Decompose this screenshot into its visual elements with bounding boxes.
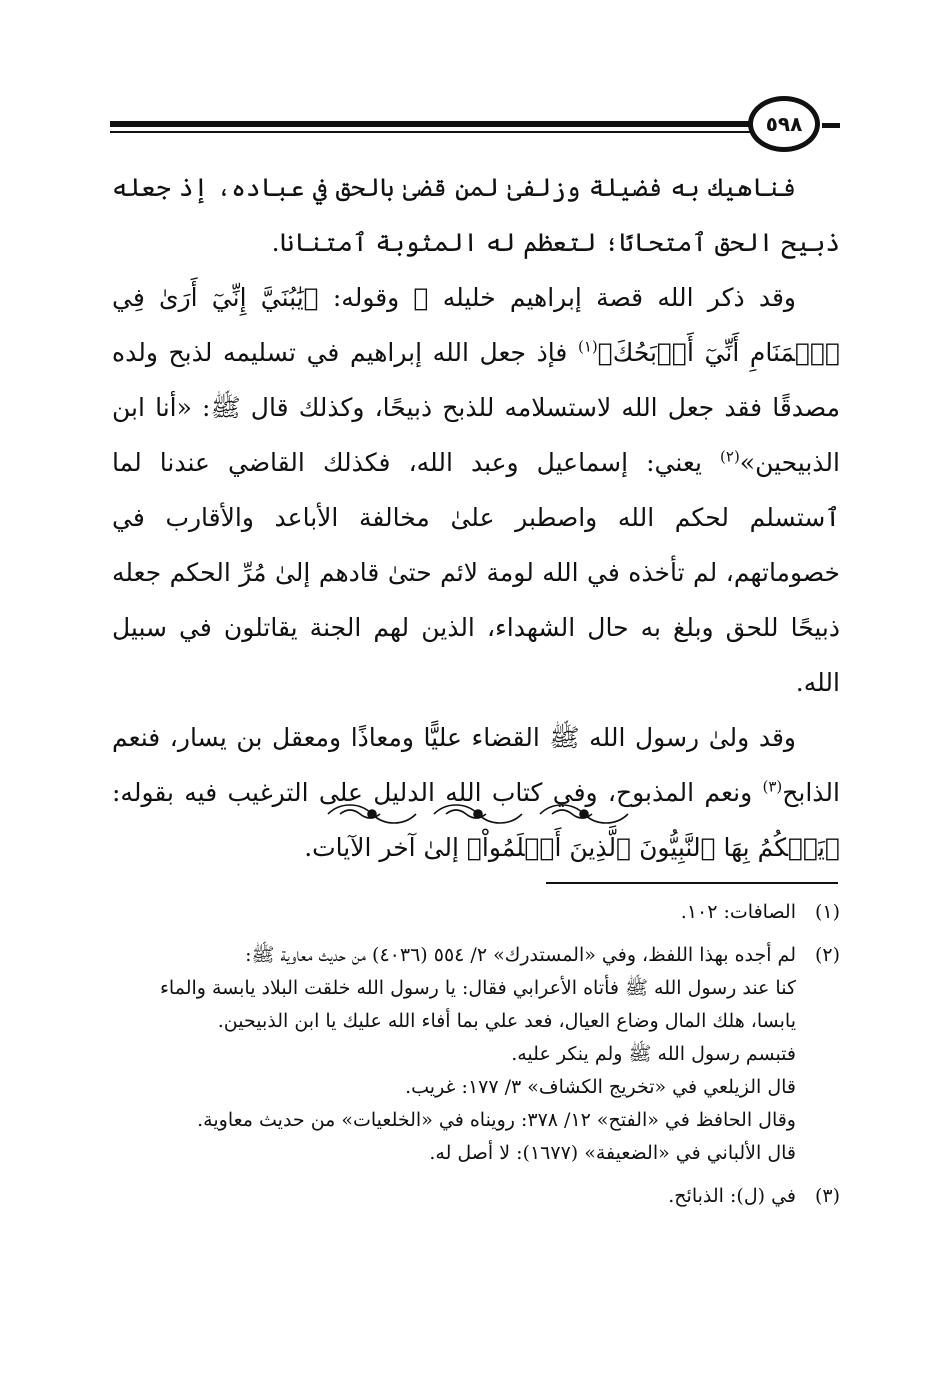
paragraph-2-end: يعني: إسماعيل وعبد الله، فكذلك القاضي عندنا لما ٱستسلم لحكم الله واصطبر علىٰ مخالفة الأباعد والأقارب في خصوماتهم، لم تأخذه في الله لومة لائم حتىٰ قادهم إلىٰ مُرِّ الحكم جعله ذبيحًا للحق وبلغ به حال الشهداء، الذين لهم الجنة يقاتلون في سبيل الله.	[112, 448, 840, 697]
ornament-motif-3	[540, 805, 628, 823]
footnote-2-line-2: كنا عند رسول الله ﷺ فأتاه الأعرابي فقال: يا رسول الله خلقت البلاد يابسة والماء	[160, 977, 796, 999]
ornament-motif-1	[328, 805, 416, 823]
main-text	[112, 160, 840, 875]
footnote-1-number: (١)	[814, 901, 840, 923]
header-rule-thick	[110, 121, 750, 127]
paragraph-3-cont: ونعم المذبوح، وفي كتاب الله الدليل على الترغيب فيه بقوله: ﴿يَحۡكُمُ بِهَا ٱلنَّبِيُّونَ ٱلَّذِينَ أَسۡلَمُواْ﴾ إلىٰ آخر الآيات.	[112, 778, 840, 862]
footnote-2-line-6: وقال الحافظ في «الفتح» ١٢/ ٣٧٨: رويناه في «الخلعيات» من حديث معاوية.	[197, 1109, 796, 1131]
paragraph-3-text: وقد ولىٰ رسول الله ﷺ القضاء عليًّا ومعاذًا ومعقل بن يسار، فنعم الذابح	[112, 723, 840, 807]
ornament-motif-2	[434, 805, 522, 823]
paragraph-1: فناهيك به فضيلة وزلفىٰ لمن قضىٰ بالحق في عباده، إذ جعله ذبيح الحق ٱمتحانًا؛ لتعظم له المثوبة ٱمتنانا.	[112, 173, 840, 257]
header-rule-thin	[110, 131, 750, 133]
footnote-2	[112, 939, 840, 1170]
footnote-1	[112, 896, 840, 929]
footnote-2-line-5: قال الزيلعي في «تخريج الكشاف» ٣/ ١٧٧: غريب.	[405, 1076, 796, 1098]
footnotes	[112, 896, 840, 1223]
page-number: ٥٩٨	[748, 96, 820, 152]
footnote-separator	[546, 882, 838, 884]
paragraph-2-cont: فإذ جعل الله إبراهيم في تسليمه لذبح ولده مصدقًا فقد جعل الله لاستسلامه للذبح ذبيحًا، وكذلك قال ﷺ: «أنا ابن الذبيحين»	[112, 338, 840, 477]
footnote-2-number: (٢)	[814, 944, 840, 966]
footnote-2-line-4: فتبسم رسول الله ﷺ ولم ينكر عليه.	[511, 1043, 796, 1065]
footnote-2-line-1: لم أجده بهذا اللفظ، وفي «المستدرك» ٢/ ٥٥٤ (٤٠٣٦) من حديث معاوية ﷺ:	[245, 944, 796, 966]
footnote-3-number: (٣)	[814, 1185, 840, 1207]
page-header	[110, 92, 850, 158]
footnote-ref-3: (٣)	[762, 777, 783, 796]
footnote-2-line-7: قال الألباني في «الضعيفة» (١٦٧٧): لا أصل له.	[429, 1142, 796, 1164]
footnote-ref-2: (٢)	[720, 447, 740, 466]
footnote-1-line: الصافات: ١٠٢.	[680, 901, 796, 923]
footnote-3-line: في (ل): الذبائح.	[668, 1185, 796, 1207]
footnote-ref-1: (١)	[577, 337, 598, 356]
footnote-2-line-3: يابسا، هلك المال وضاع العيال، فعد علي بما أفاء الله عليك يا ابن الذبيحين.	[217, 1010, 796, 1032]
paragraph-3	[112, 710, 840, 875]
paragraph-2	[112, 270, 840, 710]
footnote-3	[112, 1180, 840, 1213]
header-rule-stub	[822, 123, 840, 128]
paragraph-2-text: وقد ذكر الله قصة إبراهيم خليله ﷺ وقوله: ﴿يَٰبُنَيَّ إِنِّيٓ أَرَىٰ فِي ٱلۡمَنَامِ أَنِّيٓ أَذۡبَحُكَ﴾	[112, 283, 840, 367]
ornament-divider	[320, 796, 636, 832]
